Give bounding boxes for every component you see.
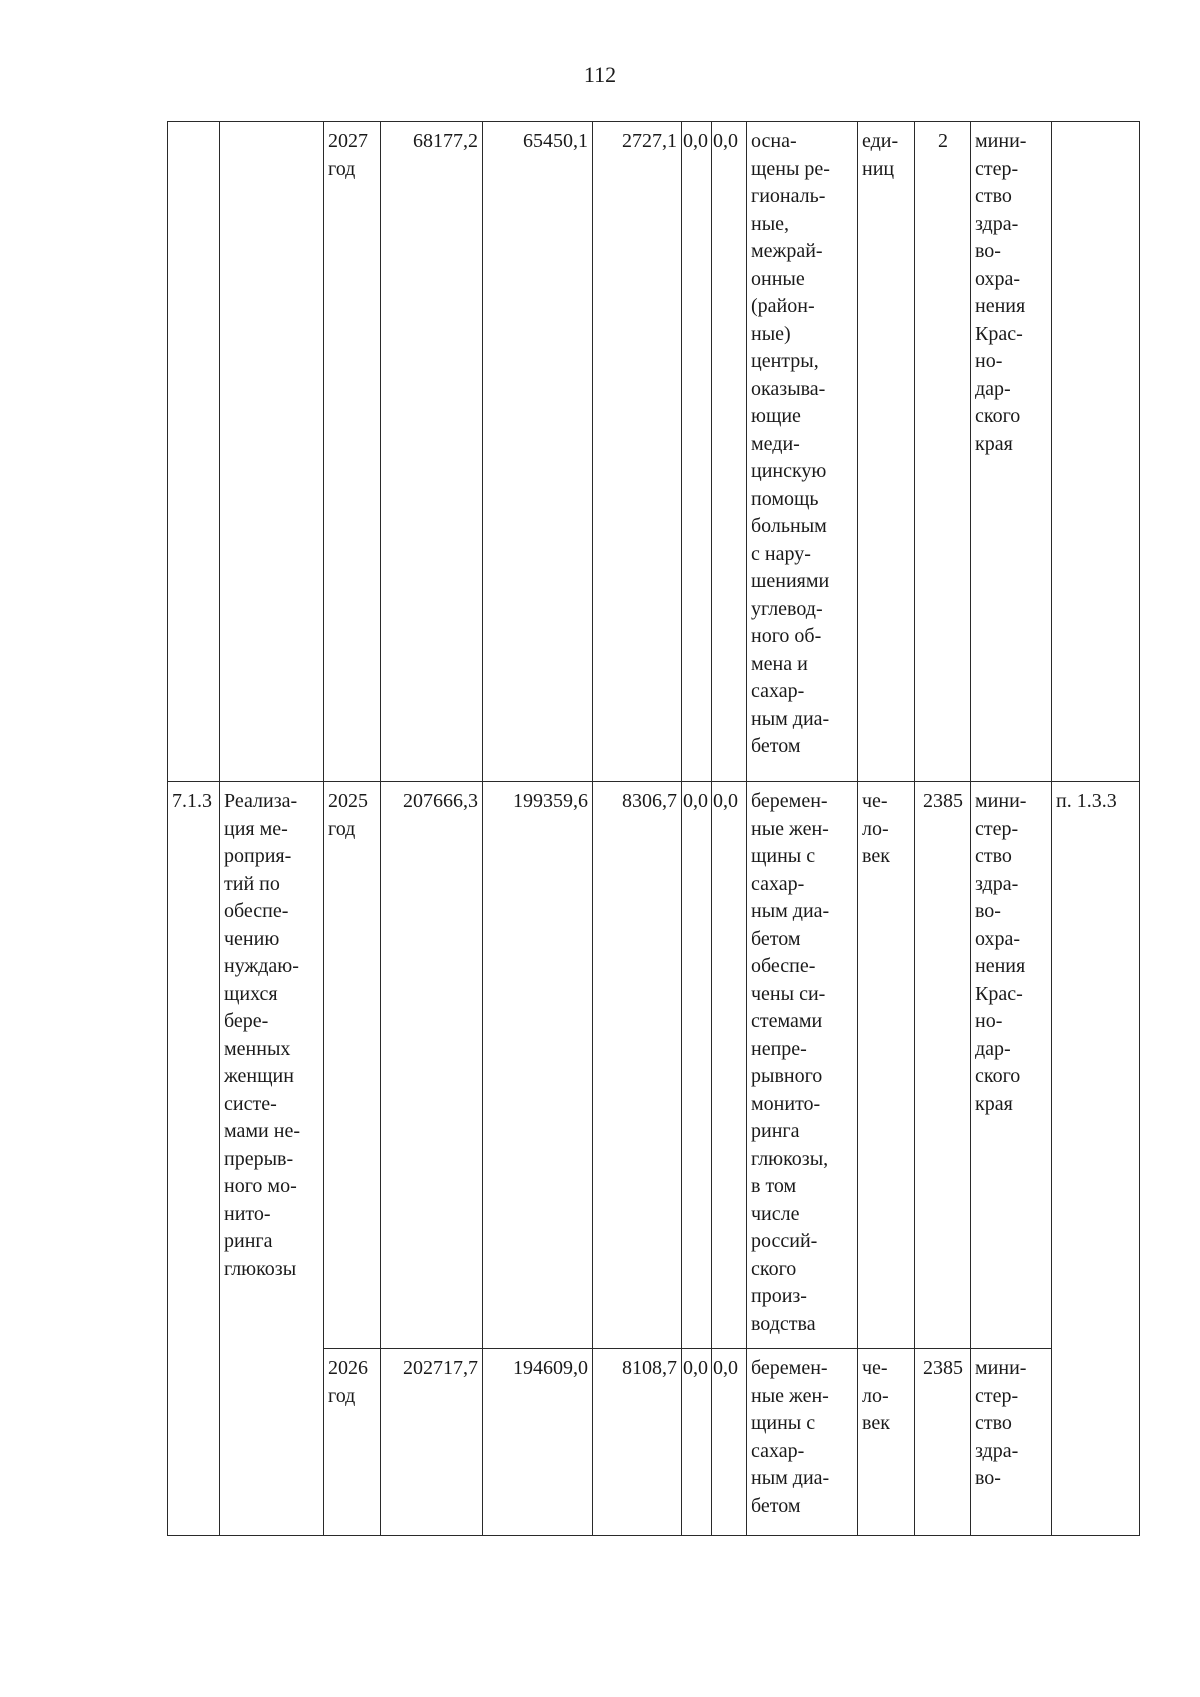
cell-code: 7.1.3 (168, 782, 220, 1536)
table-row (168, 122, 1140, 782)
cell-regional: 2727,1 (593, 122, 682, 782)
cell-value: 2 (915, 122, 971, 782)
cell-executor: мини- стер- ство здра- во- охра- нения Крас- но- дар- ского края (971, 782, 1052, 1349)
page-number: 112 (583, 62, 617, 87)
cell-value: 2385 (915, 782, 971, 1349)
cell-year: 2026 год (324, 1349, 381, 1536)
cell-unit: че- ло- век (858, 782, 915, 1349)
cell-local: 0,0 (682, 122, 712, 782)
cell-federal: 194609,0 (483, 1349, 593, 1536)
cell-executor: мини- стер- ство здра- во- (971, 1349, 1052, 1536)
cell-reference (1052, 122, 1140, 782)
cell-extrabudget: 0,0 (712, 782, 747, 1349)
cell-federal: 65450,1 (483, 122, 593, 782)
cell-result: беремен- ные жен- щины с сахар- ным диа- бетом (747, 1349, 858, 1536)
cell-code (168, 122, 220, 782)
cell-year: 2027 год (324, 122, 381, 782)
cell-federal: 199359,6 (483, 782, 593, 1349)
table-row (168, 782, 1140, 1349)
cell-regional: 8108,7 (593, 1349, 682, 1536)
cell-extrabudget: 0,0 (712, 122, 747, 782)
cell-value: 2385 (915, 1349, 971, 1536)
cell-regional: 8306,7 (593, 782, 682, 1349)
cell-result: осна- щены ре- гиональ- ные, межрай- онные (район- ные) центры, оказыва- ющие меди- цинскую помощь больным с нару- шениями углевод- ного об- мена и сахар- ным диа- бетом (747, 122, 858, 782)
cell-local: 0,0 (682, 782, 712, 1349)
program-table-container (167, 121, 1139, 1536)
cell-name (220, 122, 324, 782)
cell-executor: мини- стер- ство здра- во- охра- нения Крас- но- дар- ского края (971, 122, 1052, 782)
cell-unit: еди- ниц (858, 122, 915, 782)
cell-local: 0,0 (682, 1349, 712, 1536)
cell-total: 202717,7 (381, 1349, 483, 1536)
cell-result: беремен- ные жен- щины с сахар- ным диа- бетом обеспе- чены си- стемами непре- рывного монито- ринга глюкозы, в том числе россий- ского произ- водства (747, 782, 858, 1349)
cell-total: 207666,3 (381, 782, 483, 1349)
cell-reference: п. 1.3.3 (1052, 782, 1140, 1536)
cell-unit: че- ло- век (858, 1349, 915, 1536)
cell-name: Реализа- ция ме- роприя- тий по обеспе- чению нуждаю- щихся бере- менных женщин систе- мами не- прерыв- ного мо- нито- ринга глюкозы (220, 782, 324, 1536)
cell-extrabudget: 0,0 (712, 1349, 747, 1536)
cell-total: 68177,2 (381, 122, 483, 782)
cell-year: 2025 год (324, 782, 381, 1349)
program-table (167, 121, 1140, 1536)
